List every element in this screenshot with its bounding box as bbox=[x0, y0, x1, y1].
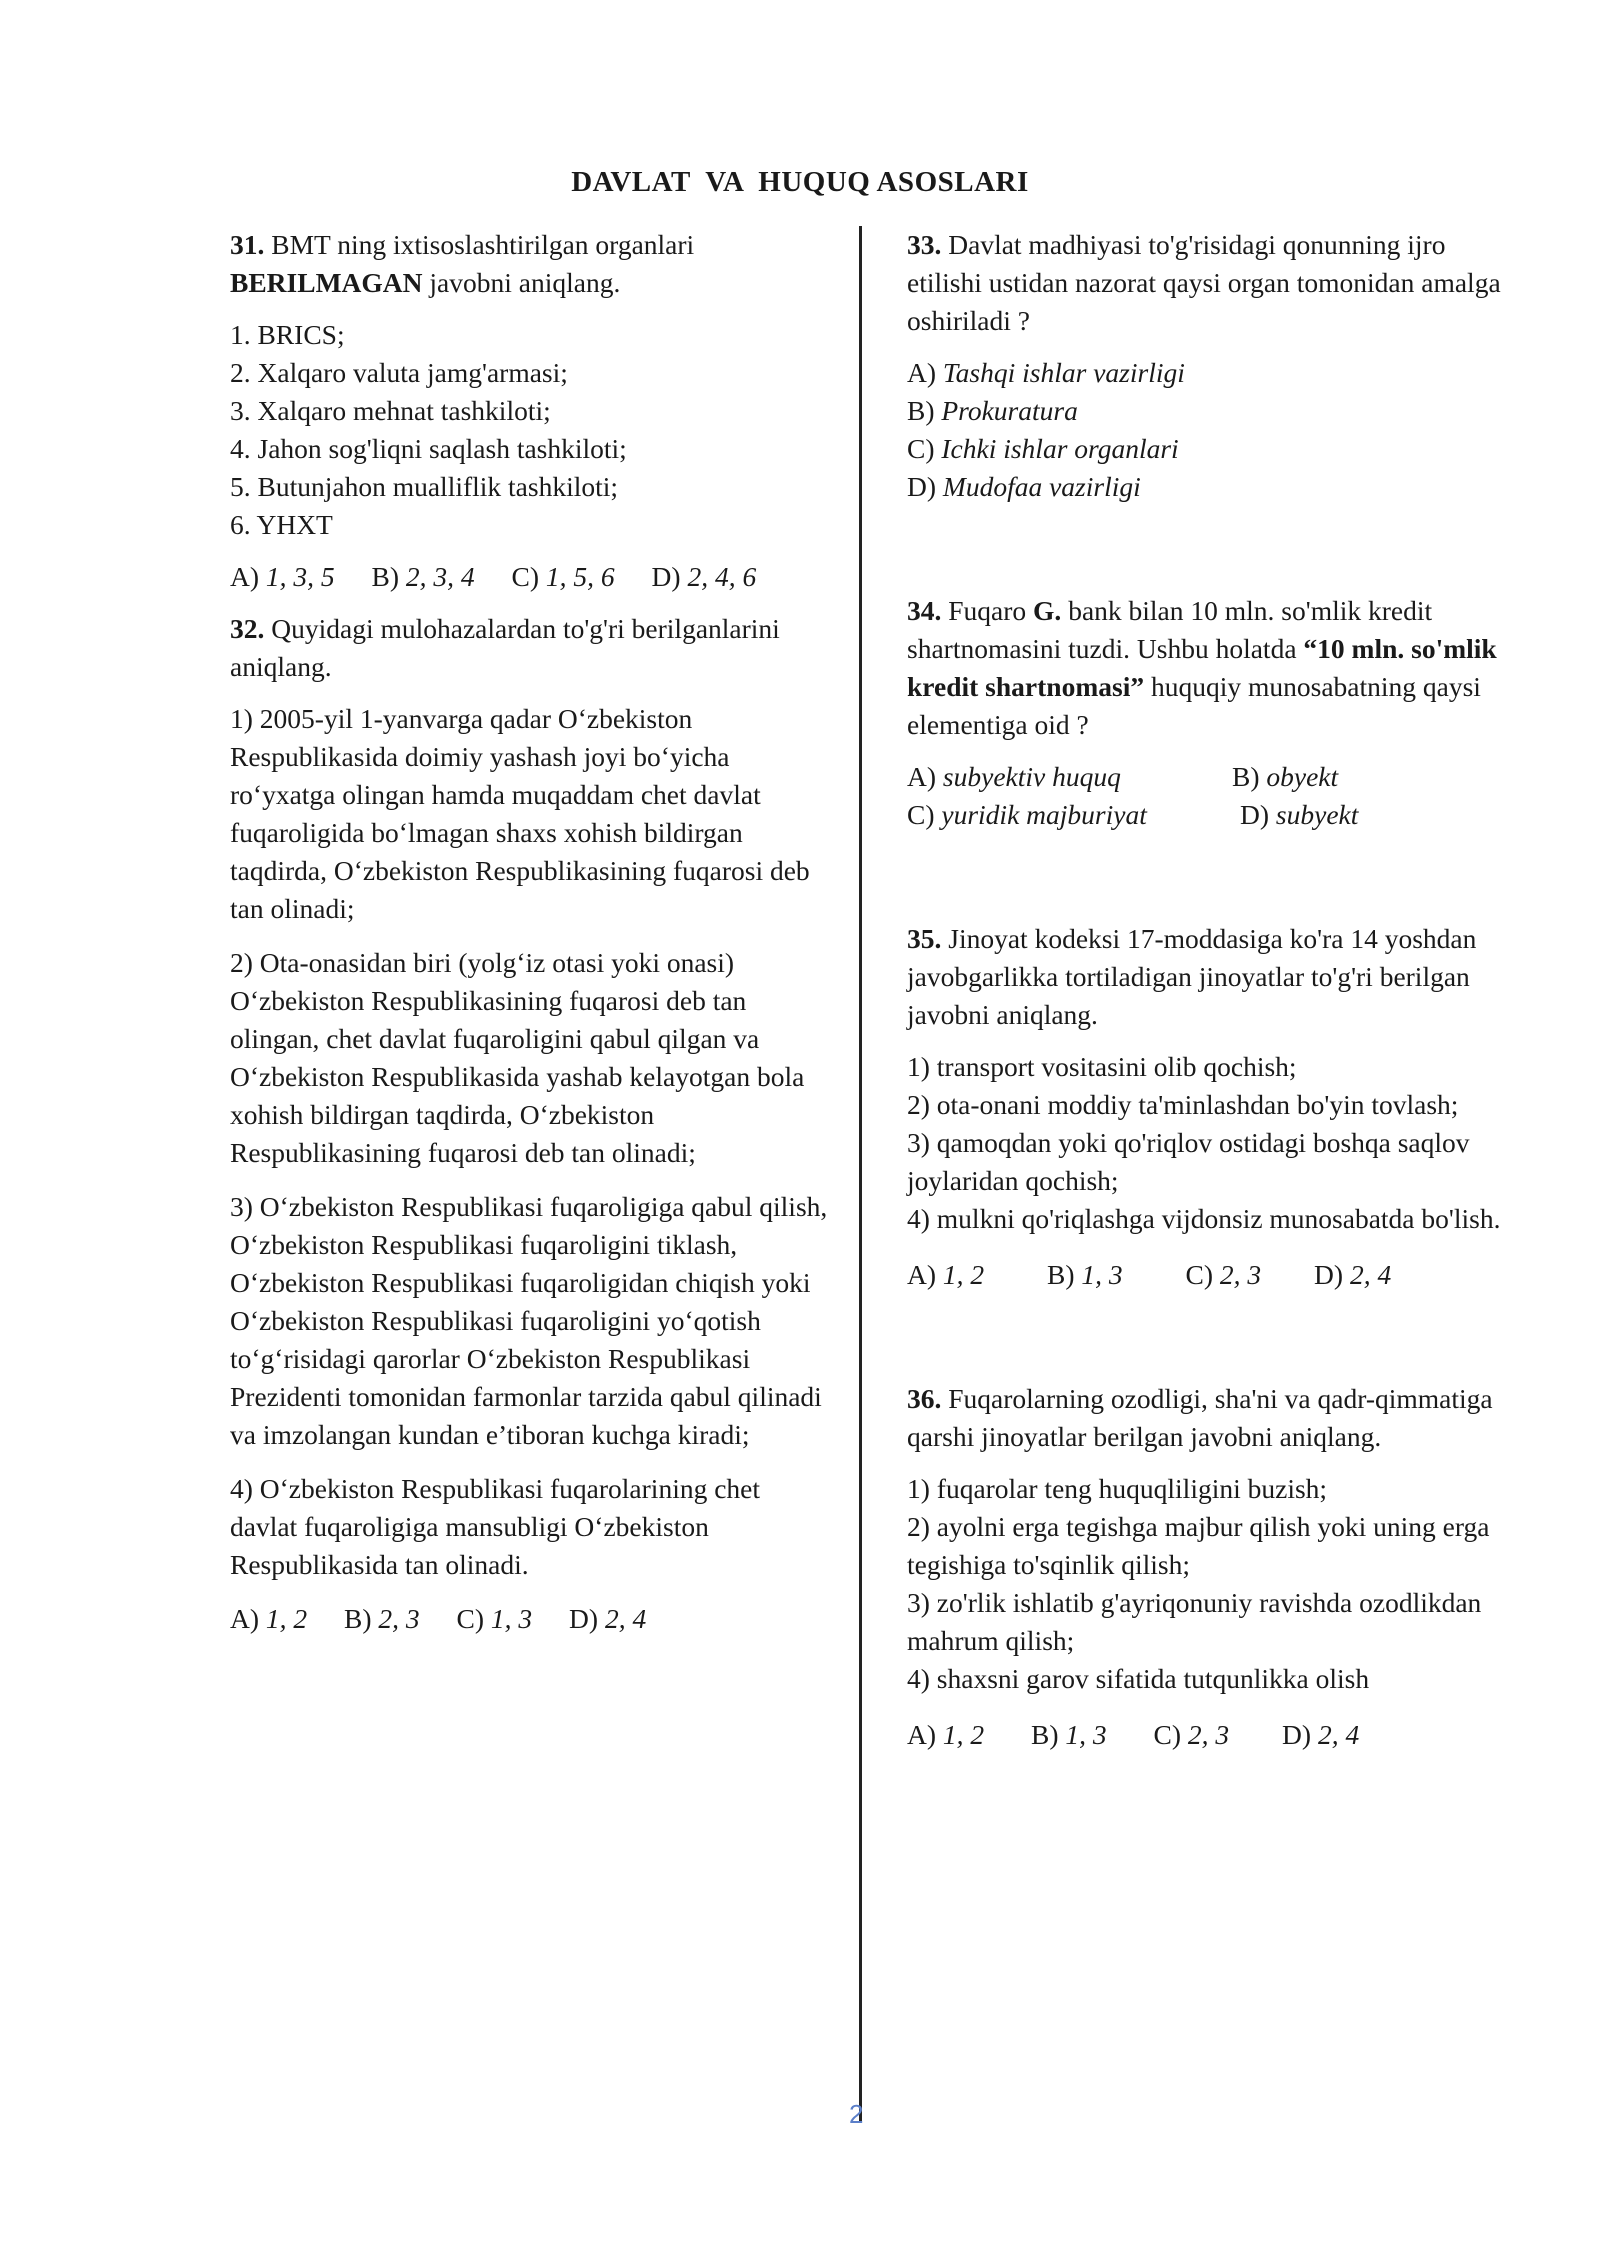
item-list bbox=[230, 316, 830, 544]
question-number: 36. bbox=[907, 1383, 942, 1414]
list-item: 4. Jahon sog'liqni saqlash tashkiloti; bbox=[230, 433, 627, 464]
question-stem bbox=[230, 610, 830, 686]
question-number: 35. bbox=[907, 923, 942, 954]
stem-text: BMT ning ixtisoslashtirilgan organlari bbox=[264, 229, 695, 260]
answer-options bbox=[907, 1716, 1507, 1754]
question-stem bbox=[907, 1380, 1507, 1456]
answer-option-c[interactable]: C) 1, 5, 6 bbox=[511, 561, 615, 592]
list-item: 2. Xalqaro valuta jamg'armasi; bbox=[230, 357, 568, 388]
list-item: 3) zo'rlik ishlatib g'ayriqonuniy ravishda ozodlikdan mahrum qilish; bbox=[907, 1587, 1482, 1656]
stem-text: Davlat madhiyasi to'g'risidagi qonunning ijro etilishi ustidan nazorat qaysi organ tomonidan amalga oshiriladi ? bbox=[907, 229, 1501, 336]
question-35 bbox=[907, 920, 1507, 1294]
answer-option-c[interactable]: C) Ichki ishlar organlari bbox=[907, 433, 1179, 464]
answer-option-c[interactable]: C) yuridik majburiyat bbox=[907, 799, 1147, 830]
question-36 bbox=[907, 1380, 1507, 1754]
list-item: 4) shaxsni garov sifatida tutqunlikka olish bbox=[907, 1663, 1370, 1694]
question-stem bbox=[907, 920, 1507, 1034]
statement: 3) O‘zbekiston Respublikasi fuqaroligiga qabul qilish, O‘zbekiston Respublikasi fuqaroligini tiklash, O‘zbekiston Respublikasi fuqaroligidan chiqish yoki O‘zbekiston Respublikasi fuqaroligini yo‘qotish to‘g‘risidagi qarorlar O‘zbekiston Respublikasi Prezidenti tomonidan farmonlar tarzida qabul qilinadi va imzolangan kundan e’tiboran kuchga kiradi; bbox=[230, 1191, 828, 1450]
question-number: 34. bbox=[907, 595, 942, 626]
answer-option-a[interactable]: A) 1, 2 bbox=[907, 1719, 985, 1750]
stem-text: Fuqarolarning ozodligi, sha'ni va qadr-qimmatiga qarshi jinoyatlar berilgan javobni aniqlang. bbox=[907, 1383, 1493, 1452]
list-item: 2) ayolni erga tegishga majbur qilish yoki uning erga tegishiga to'sqinlik qilish; bbox=[907, 1511, 1490, 1580]
statement: 1) 2005-yil 1-yanvarga qadar O‘zbekiston Respublikasida doimiy yashash joyi bo‘yicha ro‘yxatga olingan hamda muqaddam chet davlat fuqaroligida bo‘lmagan shaxs xohish bildirgan taqdirda, O‘zbekiston Respublikasining fuqarosi deb tan olinadi; bbox=[230, 703, 810, 924]
stem-emphasis: BERILMAGAN bbox=[230, 267, 423, 298]
answer-option-a[interactable]: A) subyektiv huquq bbox=[907, 761, 1121, 792]
answer-option-b[interactable]: B) 2, 3 bbox=[344, 1603, 420, 1634]
answer-option-d[interactable]: D) 2, 4 bbox=[569, 1603, 647, 1634]
statement: 4) O‘zbekiston Respublikasi fuqarolarining chet davlat fuqaroligiga mansubligi O‘zbekiston Respublikasida tan olinadi. bbox=[230, 1473, 761, 1580]
question-number: 31. bbox=[230, 229, 265, 260]
answer-option-d[interactable]: D) 2, 4, 6 bbox=[651, 561, 757, 592]
answer-option-d[interactable]: D) subyekt bbox=[1240, 799, 1359, 830]
list-item: 2) ota-onani moddiy ta'minlashdan bo'yin tovlash; bbox=[907, 1089, 1459, 1120]
list-item: 4) mulkni qo'riqlashga vijdonsiz munosabatda bo'lish. bbox=[907, 1203, 1501, 1234]
stem-emphasis: “10 mln. so'mlik kredit shartnomasi” bbox=[907, 633, 1497, 702]
answer-options bbox=[230, 1600, 830, 1638]
question-number: 33. bbox=[907, 229, 942, 260]
answer-option-c[interactable]: C) 2, 3 bbox=[1153, 1719, 1230, 1750]
question-32 bbox=[230, 610, 830, 1638]
item-list bbox=[907, 1048, 1507, 1238]
answer-option-b[interactable]: B) Prokuratura bbox=[907, 395, 1078, 426]
column-divider bbox=[859, 226, 862, 2121]
list-item: 3) qamoqdan yoki qo'riqlov ostidagi boshqa saqlov joylaridan qochish; bbox=[907, 1127, 1470, 1196]
stem-text: Quyidagi mulohazalardan to'g'ri berilganlarini aniqlang. bbox=[230, 613, 780, 682]
left-column bbox=[230, 226, 830, 1638]
answer-option-d[interactable]: D) 2, 4 bbox=[1282, 1719, 1360, 1750]
stem-text: Jinoyat kodeksi 17-moddasiga ko'ra 14 yoshdan javobgarlikka tortiladigan jinoyatlar to'g'ri berilgan javobni aniqlang. bbox=[907, 923, 1477, 1030]
list-item: 1. BRICS; bbox=[230, 319, 345, 350]
answer-options bbox=[907, 1256, 1507, 1294]
list-item: 3. Xalqaro mehnat tashkiloti; bbox=[230, 395, 551, 426]
answer-option-c[interactable]: C) 2, 3 bbox=[1185, 1259, 1262, 1290]
question-33 bbox=[907, 226, 1507, 506]
answer-options bbox=[907, 354, 1507, 506]
question-stem: 34. Fuqaro G. bank bilan 10 mln. so'mlik kredit shartnomasini tuzdi. Ushbu holatda “10 mln. so'mlik kredit shartnomasi” huquqiy munosabatning qaysi elementiga oid ? bbox=[907, 595, 1497, 740]
answer-option-a[interactable]: A) 1, 3, 5 bbox=[230, 561, 335, 592]
answer-option-b[interactable]: B) 1, 3 bbox=[1047, 1259, 1123, 1290]
question-number: 32. bbox=[230, 613, 265, 644]
answer-options bbox=[907, 758, 1507, 834]
answer-option-c[interactable]: C) 1, 3 bbox=[456, 1603, 533, 1634]
statement: 2) Ota-onasidan biri (yolg‘iz otasi yoki onasi) O‘zbekiston Respublikasining fuqarosi deb tan olingan, chet davlat fuqaroligini qabul qilgan va O‘zbekiston Respublikasida yashab kelayotgan bola xohish bildirgan taqdirda, O‘zbekiston Respublikasining fuqarosi deb tan olinadi; bbox=[230, 947, 805, 1168]
stem-text: javobni aniqlang. bbox=[422, 267, 621, 298]
answer-option-a[interactable]: A) 1, 2 bbox=[230, 1603, 308, 1634]
question-31 bbox=[230, 226, 830, 596]
list-item: 1) fuqarolar teng huquqliligini buzish; bbox=[907, 1473, 1328, 1504]
right-column bbox=[907, 226, 1507, 1754]
answer-option-b[interactable]: B) 1, 3 bbox=[1031, 1719, 1107, 1750]
question-34 bbox=[907, 592, 1507, 834]
list-item: 1) transport vositasini olib qochish; bbox=[907, 1051, 1297, 1082]
answer-options bbox=[230, 558, 830, 596]
list-item: 5. Butunjahon mualliflik tashkiloti; bbox=[230, 471, 619, 502]
item-list bbox=[907, 1470, 1507, 1698]
answer-option-b[interactable]: B) 2, 3, 4 bbox=[371, 561, 475, 592]
question-stem bbox=[907, 226, 1507, 340]
list-item: 6. YHXT bbox=[230, 509, 333, 540]
page-title: DAVLAT VA HUQUQ ASOSLARI bbox=[571, 166, 1029, 198]
page-number: 2 bbox=[849, 2099, 864, 2129]
answer-option-a[interactable]: A) Tashqi ishlar vazirligi bbox=[907, 357, 1185, 388]
question-stem bbox=[230, 226, 830, 302]
answer-option-a[interactable]: A) 1, 2 bbox=[907, 1259, 985, 1290]
answer-option-d[interactable]: D) Mudofaa vazirligi bbox=[907, 471, 1141, 502]
answer-option-b[interactable]: B) obyekt bbox=[1232, 761, 1339, 792]
answer-option-d[interactable]: D) 2, 4 bbox=[1314, 1259, 1392, 1290]
